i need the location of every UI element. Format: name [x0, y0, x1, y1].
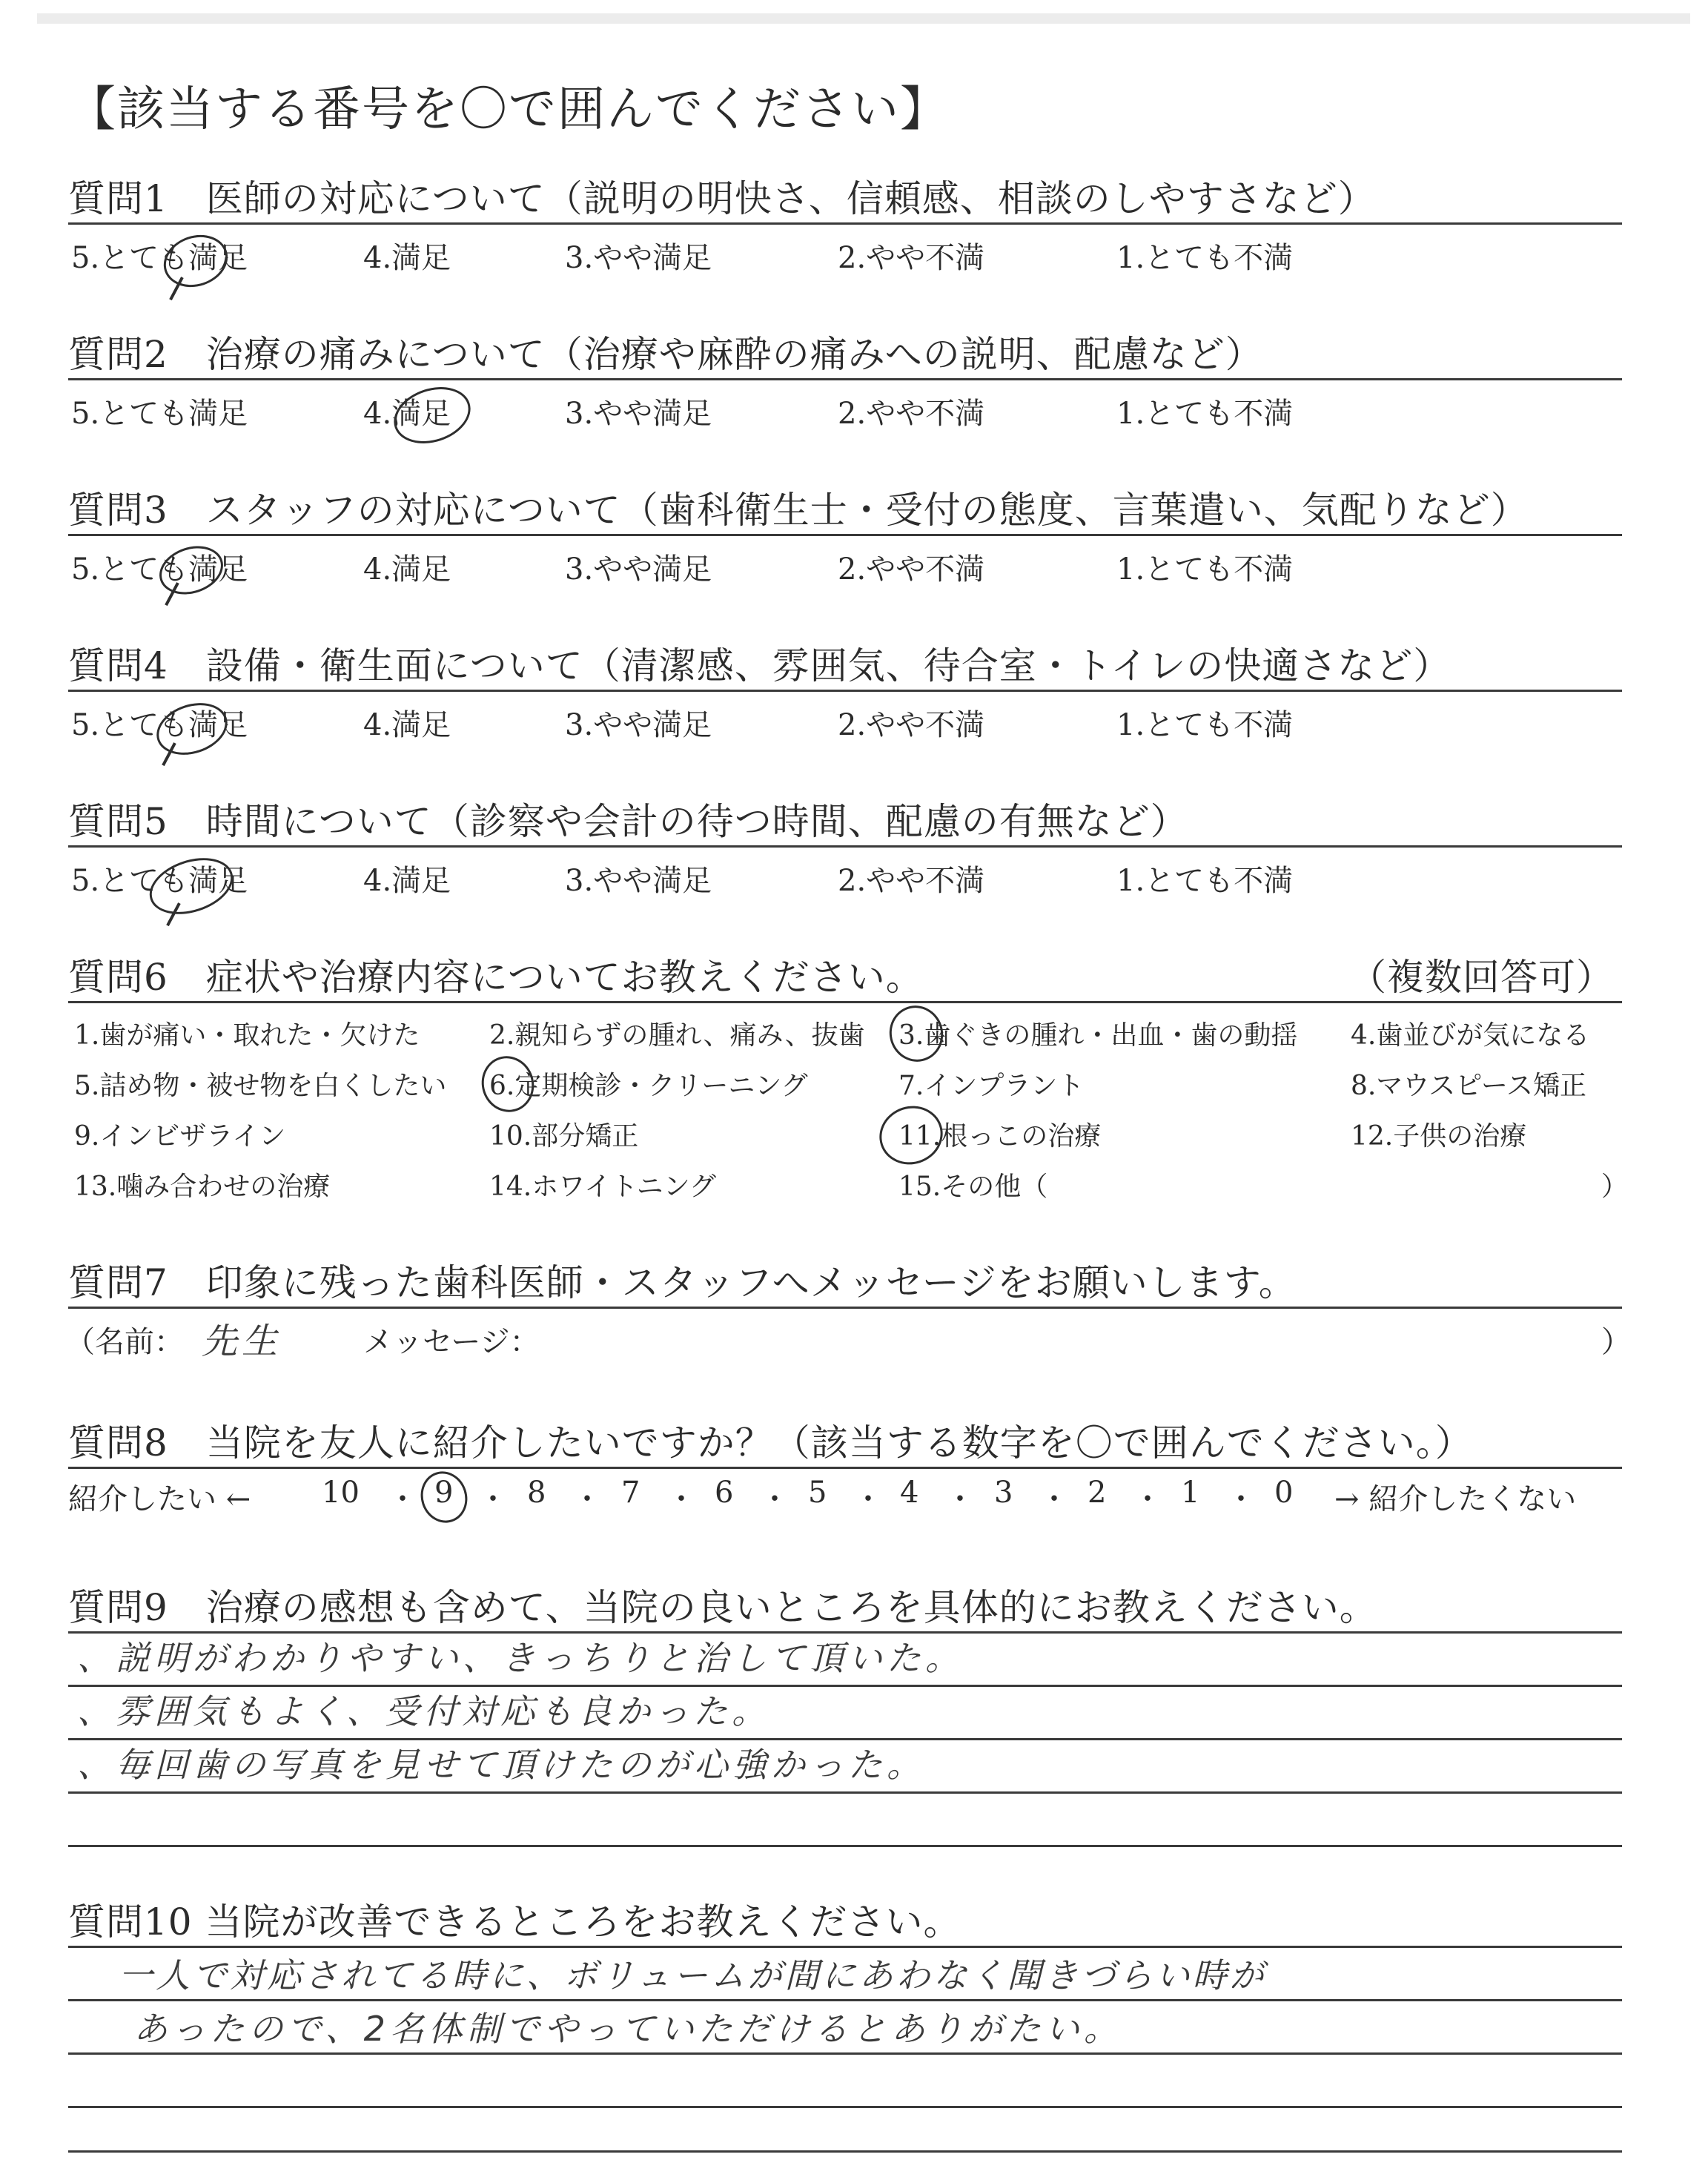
q7-rule [68, 1307, 1622, 1309]
q2-selection-circle [386, 377, 477, 452]
q10-rule-5 [68, 2150, 1622, 2153]
q6-item-2[interactable]: 2.親知らずの腫れ、痛み、抜歯 [489, 1020, 865, 1051]
q5-option-3[interactable]: 3.やや満足 [565, 864, 712, 898]
q1-option-1[interactable]: 1.とても不満 [1116, 241, 1294, 275]
q8-sep: ・ [945, 1482, 975, 1516]
q3-option-3[interactable]: 3.やや満足 [565, 552, 712, 587]
q8-sep: ・ [760, 1482, 790, 1516]
q1-option-4[interactable]: 4.満足 [363, 241, 451, 275]
q6-item-6[interactable]: 6.定期検診・クリーニング [489, 1071, 808, 1101]
q3-title: 質問3 スタッフの対応について（歯科衛生士・受付の態度、言葉遣い、気配りなど） [68, 489, 1529, 532]
q8-scale-1[interactable]: 1 [1181, 1476, 1200, 1510]
q10-rule-1 [68, 1946, 1622, 1948]
q10-rule-3 [68, 2052, 1622, 2055]
q6-item-9[interactable]: 9.インビザライン [74, 1121, 286, 1152]
q6-circle-item-6 [474, 1049, 541, 1119]
q8-right-label: → 紹介したくない [1334, 1482, 1577, 1516]
q6-item-10[interactable]: 10.部分矯正 [489, 1121, 639, 1152]
top-edge [37, 13, 1690, 24]
q8-scale-8[interactable]: 8 [527, 1476, 546, 1510]
q8-left-label: 紹介したい ← [68, 1482, 251, 1516]
q8-rule [68, 1467, 1622, 1469]
q9-rule-5 [68, 1845, 1622, 1847]
q4-title: 質問4 設備・衛生面について（清潔感、雰囲気、待合室・トイレの快適さなど） [68, 644, 1452, 687]
q5-option-5[interactable]: 5.とても満足 [71, 864, 248, 898]
q8-sep: ・ [1039, 1482, 1069, 1516]
q6-item-7[interactable]: 7.インプラント [898, 1071, 1085, 1101]
q1-option-3[interactable]: 3.やや満足 [565, 241, 712, 275]
q8-sep: ・ [388, 1482, 417, 1516]
q8-selection-circle [414, 1465, 474, 1529]
q8-scale-5[interactable]: 5 [808, 1476, 827, 1510]
q4-option-2[interactable]: 2.やや不満 [838, 708, 985, 742]
q3-option-5[interactable]: 5.とても満足 [71, 552, 248, 587]
q6-item-12[interactable]: 12.子供の治療 [1351, 1121, 1527, 1152]
q6-rule [68, 1001, 1622, 1003]
q1-option-5[interactable]: 5.とても満足 [71, 241, 248, 275]
q4-option-5[interactable]: 5.とても満足 [71, 708, 248, 742]
q8-scale-6[interactable]: 6 [715, 1476, 734, 1510]
q8-sep: ・ [478, 1482, 508, 1516]
q10-rule-2 [68, 1999, 1622, 2001]
q5-rule [68, 845, 1622, 848]
q6-item-15-close: ） [1601, 1172, 1629, 1202]
q7-close-paren: ） [1601, 1325, 1631, 1359]
q2-title: 質問2 治療の痛みについて（治療や麻酔の痛みへの説明、配慮など） [68, 333, 1263, 376]
q8-title: 質問8 当院を友人に紹介したいですか？（該当する数字を〇で囲んでください。） [68, 1421, 1473, 1464]
q6-item-4[interactable]: 4.歯並びが気になる [1351, 1020, 1590, 1051]
q1-title: 質問1 医師の対応について（説明の明快さ、信頼感、相談のしやすさなど） [68, 177, 1376, 220]
q7-name-label: （名前： [65, 1325, 184, 1359]
q6-item-1[interactable]: 1.歯が痛い・取れた・欠けた [74, 1020, 420, 1051]
q3-rule [68, 534, 1622, 536]
q6-multiple-note: （複数回答可） [1349, 956, 1614, 999]
q8-scale-4[interactable]: 4 [900, 1476, 919, 1510]
q9-answer-line-1: 、説明がわかりやすい、きっちりと治して頂いた。 [77, 1638, 964, 1678]
q1-option-2[interactable]: 2.やや不満 [838, 241, 985, 275]
q1-rule [68, 222, 1622, 225]
q6-item-11[interactable]: 11.根っこの治療 [898, 1121, 1102, 1152]
q4-option-4[interactable]: 4.満足 [363, 708, 451, 742]
q4-option-3[interactable]: 3.やや満足 [565, 708, 712, 742]
q6-title: 質問6 症状や治療内容についてお教えください。 [68, 956, 924, 999]
q8-scale-7[interactable]: 7 [621, 1476, 640, 1510]
q5-option-4[interactable]: 4.満足 [363, 864, 451, 898]
q8-scale-3[interactable]: 3 [994, 1476, 1013, 1510]
q2-option-3[interactable]: 3.やや満足 [565, 397, 712, 431]
q10-title: 質問10 当院が改善できるところをお教えください。 [68, 1900, 961, 1943]
page-title: 【該当する番号を〇で囲んでください】 [68, 82, 949, 137]
q8-sep: ・ [572, 1482, 602, 1516]
q10-answer-line-2: あったので、2名体制でやっていただけるとありがたい。 [133, 2009, 1122, 2049]
q5-title: 質問5 時間について（診察や会計の待つ時間、配慮の有無など） [68, 800, 1188, 843]
q5-option-1[interactable]: 1.とても不満 [1116, 864, 1294, 898]
q10-rule-4 [68, 2106, 1622, 2108]
q3-option-1[interactable]: 1.とても不満 [1116, 552, 1294, 587]
q8-scale-9[interactable]: 9 [434, 1476, 454, 1510]
q6-item-14[interactable]: 14.ホワイトニング [489, 1172, 717, 1202]
q3-option-2[interactable]: 2.やや不満 [838, 552, 985, 587]
q6-item-8[interactable]: 8.マウスピース矯正 [1351, 1071, 1587, 1101]
q8-sep: ・ [1133, 1482, 1162, 1516]
q2-rule [68, 378, 1622, 380]
q7-message-label: メッセージ： [363, 1325, 540, 1359]
q6-item-15[interactable]: 15.その他（ [898, 1172, 1048, 1202]
q5-option-2[interactable]: 2.やや不満 [838, 864, 985, 898]
q9-answer-line-2: 、雰囲気もよく、受付対応も良かった。 [77, 1691, 771, 1731]
q8-sep: ・ [666, 1482, 696, 1516]
q8-scale-0[interactable]: 0 [1274, 1476, 1294, 1510]
q2-option-2[interactable]: 2.やや不満 [838, 397, 985, 431]
q2-option-5[interactable]: 5.とても満足 [71, 397, 248, 431]
q6-item-3[interactable]: 3.歯ぐきの腫れ・出血・歯の動揺 [898, 1020, 1298, 1051]
q7-title: 質問7 印象に残った歯科医師・スタッフへメッセージをお願いします。 [68, 1261, 1297, 1304]
q4-rule [68, 690, 1622, 692]
q9-answer-line-3: 、毎回歯の写真を見せて頂けたのが心強かった。 [77, 1745, 925, 1785]
q8-scale-2[interactable]: 2 [1088, 1476, 1107, 1510]
q4-option-1[interactable]: 1.とても不満 [1116, 708, 1294, 742]
q10-answer-line-1: 一人で対応されてる時に、ボリュームが間にあわなく聞きづらい時が [119, 1955, 1267, 1995]
q2-option-4[interactable]: 4.満足 [363, 397, 451, 431]
q8-sep: ・ [1226, 1482, 1256, 1516]
q6-item-5[interactable]: 5.詰め物・被せ物を白くしたい [74, 1071, 447, 1101]
q6-item-13[interactable]: 13.噛み合わせの治療 [74, 1172, 331, 1202]
q7-name-handwritten: 先生 [202, 1321, 282, 1362]
q3-option-4[interactable]: 4.満足 [363, 552, 451, 587]
q6-circle-item-11 [872, 1098, 950, 1173]
q9-rule-4 [68, 1791, 1622, 1794]
q2-option-1[interactable]: 1.とても不満 [1116, 397, 1294, 431]
q6-circle-item-3 [882, 999, 950, 1069]
q8-scale-10[interactable]: 10 [322, 1476, 360, 1510]
q8-sep: ・ [853, 1482, 883, 1516]
q9-title: 質問9 治療の感想も含めて、当院の良いところを具体的にお教えください。 [68, 1586, 1377, 1629]
